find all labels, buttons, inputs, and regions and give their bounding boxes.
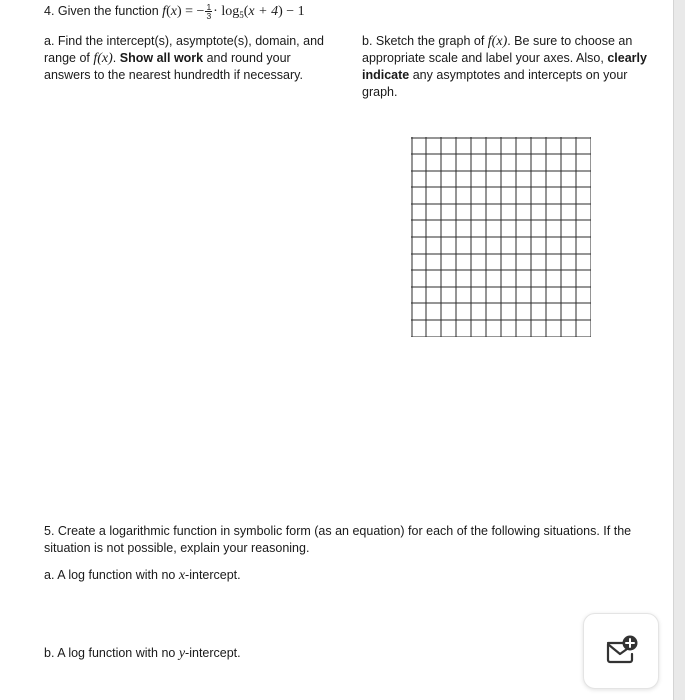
question-4b: b. Sketch the graph of f(x). Be sure to choose an appropriate scale and label your axes. Also, clearly indicate any asymptotes and intercepts on your graph. xyxy=(362,34,647,99)
fraction-one-third: $\frac{1}{3}$ xyxy=(206,2,212,22)
question-5b: b. A log function with no y-intercept. xyxy=(44,646,241,661)
envelope-plus-icon xyxy=(602,634,640,668)
message-fab-button[interactable] xyxy=(583,613,659,689)
question-4a: a. Find the intercept(s), asymptote(s), domain, and range of f(x). Show all work and round your answers to the nearest hundredth if necessary. xyxy=(44,34,324,82)
page-edge-scrollbar xyxy=(673,0,685,700)
graph-grid[interactable] xyxy=(411,137,591,337)
question-4-heading: 4. Given the function f(x) = − $\frac{1}{3}$ · $\log_5(x + 4) - 1$ xyxy=(44,2,305,22)
question-5-heading: 5. Create a logarithmic function in symbolic form (as an equation) for each of the following situations. If the situation is not possible, explain your reasoning. xyxy=(44,524,632,555)
question-5a: a. A log function with no x-intercept. xyxy=(44,568,241,583)
